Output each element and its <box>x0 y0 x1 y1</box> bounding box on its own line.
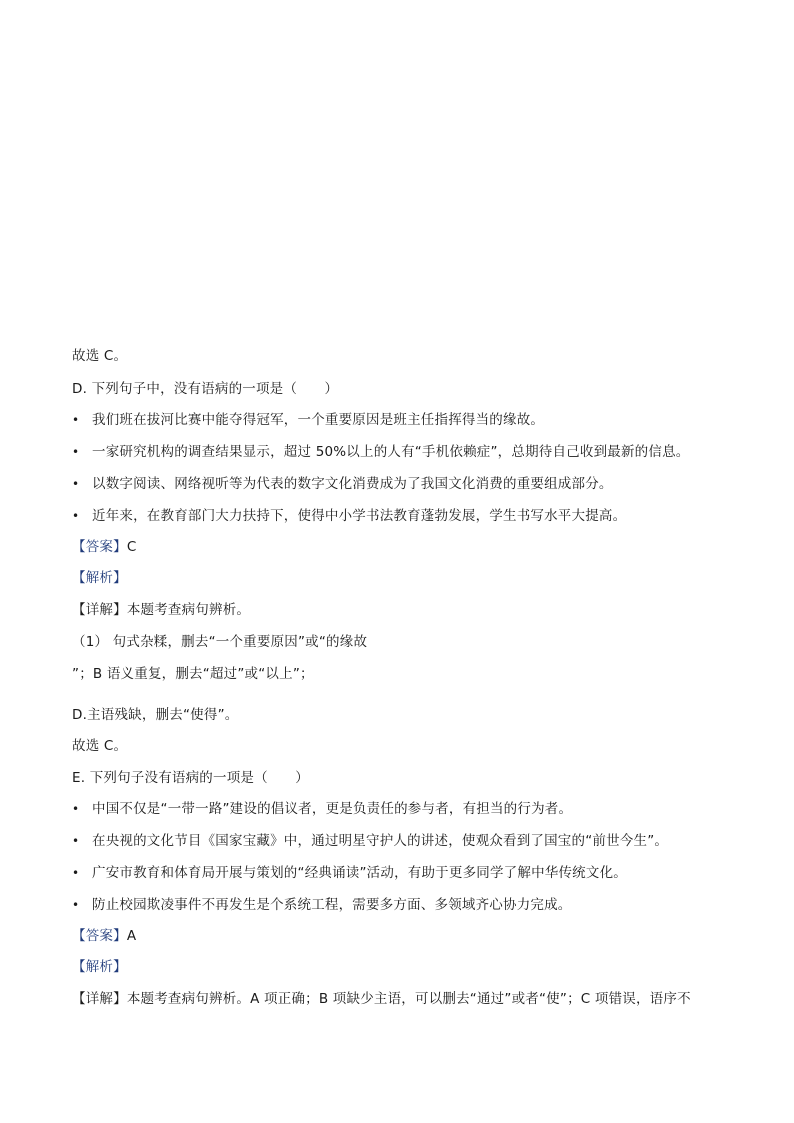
detail-row <box>72 601 250 619</box>
detail-row <box>72 990 691 1008</box>
bullet-icon: • <box>72 834 80 848</box>
option-item <box>72 896 572 914</box>
detail-label: 【详解】 <box>72 991 127 1007</box>
answer-row <box>72 927 136 945</box>
bullet-icon: • <box>72 413 80 427</box>
answer-label: 【答案】 <box>72 539 127 555</box>
answer-value: A <box>126 928 137 944</box>
conclusion-text: 故选 C。 <box>72 738 128 754</box>
option-text: 一家研究机构的调查结果显示，超过 50%以上的人有“手机依赖症”，总期待自己收到最新的信息。 <box>92 444 690 460</box>
detail-text: 本题考查病句辨析。A 项正确；B 项缺少主语，可以删去“通过”或者“使”；C 项错误，语序不 <box>126 991 691 1007</box>
option-item <box>72 475 613 493</box>
bullet-icon: • <box>72 866 80 880</box>
option-text: 防止校园欺凌事件不再发生是个系统工程，需要多方面、多领域齐心协力完成。 <box>92 897 572 913</box>
option-item <box>72 800 572 818</box>
option-item <box>72 443 689 461</box>
answer-value: C <box>126 539 137 555</box>
bullet-icon: • <box>72 445 80 459</box>
detail-label: 【详解】 <box>72 602 127 618</box>
detail-line: （1） 句式杂糅，删去“一个重要原因”或“的缘故 <box>72 634 368 650</box>
detail-line: D.主语残缺，删去“使得”。 <box>72 707 239 723</box>
analysis-label: 【解析】 <box>72 959 127 975</box>
detail-line: ”；B 语义重复，删去“超过”或“以上”； <box>72 666 314 682</box>
analysis-row <box>72 569 127 587</box>
option-text: 广安市教育和体育局开展与策划的“经典诵读”活动，有助于更多同学了解中华传统文化。 <box>92 865 627 881</box>
option-item <box>72 507 626 525</box>
option-item <box>72 864 627 882</box>
option-text: 中国不仅是“一带一路”建设的倡议者，更是负责任的参与者，有担当的行为者。 <box>92 801 573 817</box>
option-text: 以数字阅读、网络视听等为代表的数字文化消费成为了我国文化消费的重要组成部分。 <box>92 476 613 492</box>
bullet-icon: • <box>72 477 80 491</box>
answer-row <box>72 538 136 556</box>
option-text: 近年来，在教育部门大力扶持下，使得中小学书法教育蓬勃发展，学生书写水平大提高。 <box>92 508 627 524</box>
detail-text: 本题考查病句辨析。 <box>126 602 251 618</box>
question-stem: D. 下列句子中，没有语病的一项是（ ） <box>72 381 339 397</box>
option-text: 我们班在拔河比赛中能夺得冠军，一个重要原因是班主任指挥得当的缘故。 <box>92 412 545 428</box>
answer-label: 【答案】 <box>72 928 127 944</box>
analysis-row <box>72 958 127 976</box>
question-stem: E. 下列句子没有语病的一项是（ ） <box>72 770 309 786</box>
analysis-label: 【解析】 <box>72 570 127 586</box>
conclusion-text: 故选 C。 <box>72 348 128 364</box>
bullet-icon: • <box>72 509 80 523</box>
bullet-icon: • <box>72 802 80 816</box>
option-item <box>72 832 668 850</box>
bullet-icon: • <box>72 898 80 912</box>
option-text: 在央视的文化节目《国家宝藏》中，通过明星守护人的讲述，使观众看到了国宝的“前世今生”。 <box>92 833 669 849</box>
option-item <box>72 411 544 429</box>
